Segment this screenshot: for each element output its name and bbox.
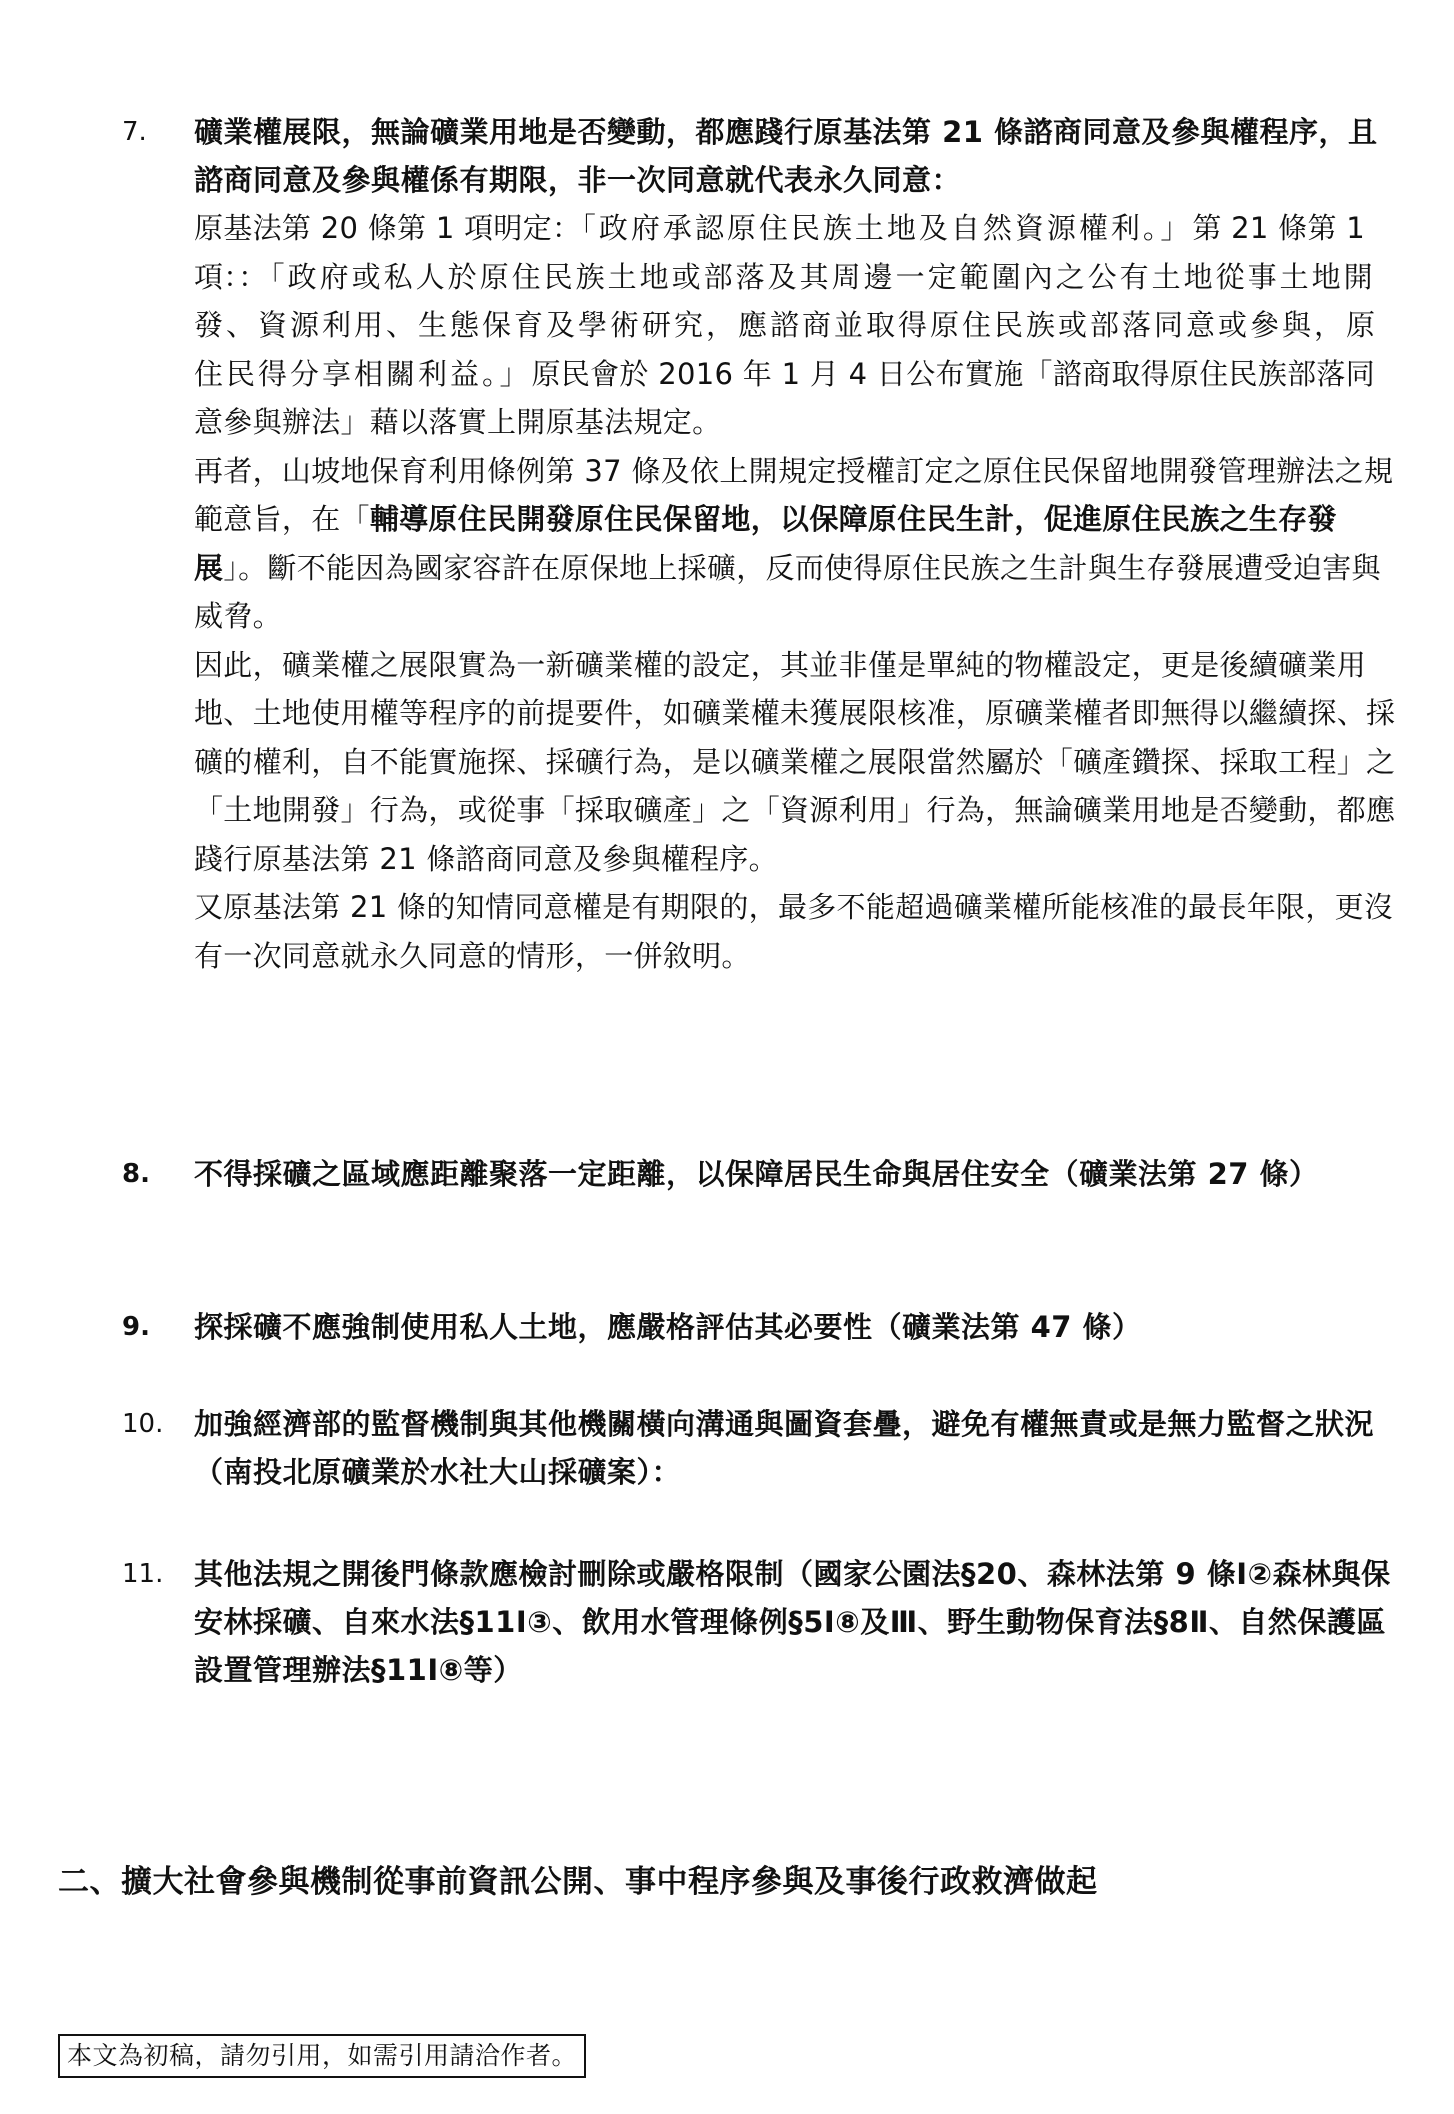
item-heading: 探採礦不應強制使用私人土地，應嚴格評估其必要性（礦業法第 47 條） <box>194 1310 1142 1344</box>
item-number: 7. <box>122 117 147 147</box>
quote: 「政府承認原住民族土地及自然資源權利。」 <box>581 211 1193 245</box>
item-number: 8. <box>122 1159 150 1189</box>
item-heading: 其他法規之開後門條款應檢討刪除或嚴格限制（國家公園法§20、森林法第 9 條Ⅰ②森林與保安林採礦、自來水法§11Ⅰ③、飲用水管理條例§5Ⅰ⑧及Ⅲ、野生動物保育法§8Ⅱ、自然保護區設置管理辦法§11Ⅰ⑧等） <box>194 1557 1391 1687</box>
draft-notice: 本文為初稿，請勿引用，如需引用請洽作者。 <box>58 2034 586 2078</box>
paragraph: 原基法第 20 條第 1 項明定：「政府承認原住民族土地及自然資源權利。」第 21 條第 1 項：：「政府或私人於原住民族土地或部落及其周邊一定範圍內之公有土地從事土地開發、資源利用、生態保育及學術研究，應諮商並取得原住民族或部落同意或參與，原住民得分享相關利益。」原民會於 2016 年 1 月 4 日公布實施「諮商取得原住民族部落同意參與辦法」藉以落實上開原基法規定。 <box>194 211 1379 439</box>
quote: ：「政府或私人於原住民族土地或部落及其周邊一定範圍內之公有土地從事土地開發、資源利用、生態保育及學術研究，應諮商並取得原住民族或部落同意或參與，原住民得分享相關利益。」 <box>194 259 1379 391</box>
paragraph: 再者，山坡地保育利用條例第 37 條及依上開規定授權訂定之原住民保留地開發管理辦法之規範意旨，在「輔導原住民開發原住民保留地，以保障原住民生計，促進原住民族之生存發展」。斷不能因為國家容許在原保地上採礦，反而使得原住民族之生計與生存發展遭受迫害與威脅。 <box>194 453 1394 633</box>
item-number: 9. <box>122 1312 150 1342</box>
item-heading: 加強經濟部的監督機制與其他機關橫向溝通與圖資套疊，避免有權無責或是無力監督之狀況（南投北原礦業於水社大山採礦案）： <box>194 1407 1375 1489</box>
section-title: 二、擴大社會參與機制從事前資訊公開、事中程序參與及事後行政救濟做起 <box>58 1864 1098 1900</box>
paragraph: 又原基法第 21 條的知情同意權是有期限的，最多不能超過礦業權所能核准的最長年限，更沒有一次同意就永久同意的情形，一併敘明。 <box>194 890 1394 973</box>
item-heading: 礦業權展限，無論礦業用地是否變動，都應踐行原基法第 21 條諮商同意及參與權程序，且諮商同意及參與權係有期限，非一次同意就代表永久同意： <box>194 115 1378 197</box>
item-heading: 不得採礦之區域應距離聚落一定距離，以保障居民生命與居住安全（礦業法第 27 條） <box>194 1157 1319 1191</box>
emphasis: 輔導原住民開發原住民保留地，以保障原住民生計，促進原住民族之生存發展 <box>194 502 1337 585</box>
item-number: 10. <box>122 1409 164 1439</box>
item-number: 11. <box>122 1559 164 1589</box>
paragraph: 因此，礦業權之展限實為一新礦業權的設定，其並非僅是單純的物權設定，更是後續礦業用地、土地使用權等程序的前提要件，如礦業權未獲展限核准，原礦業權者即無得以繼續探、採礦的權利，自不能實施探、採礦行為，是以礦業權之展限當然屬於「礦產鑽探、採取工程」之「土地開發」行為，或從事「採取礦產」之「資源利用」行為，無論礦業用地是否變動，都應踐行原基法第 21 條諮商同意及參與權程序。 <box>194 647 1396 876</box>
